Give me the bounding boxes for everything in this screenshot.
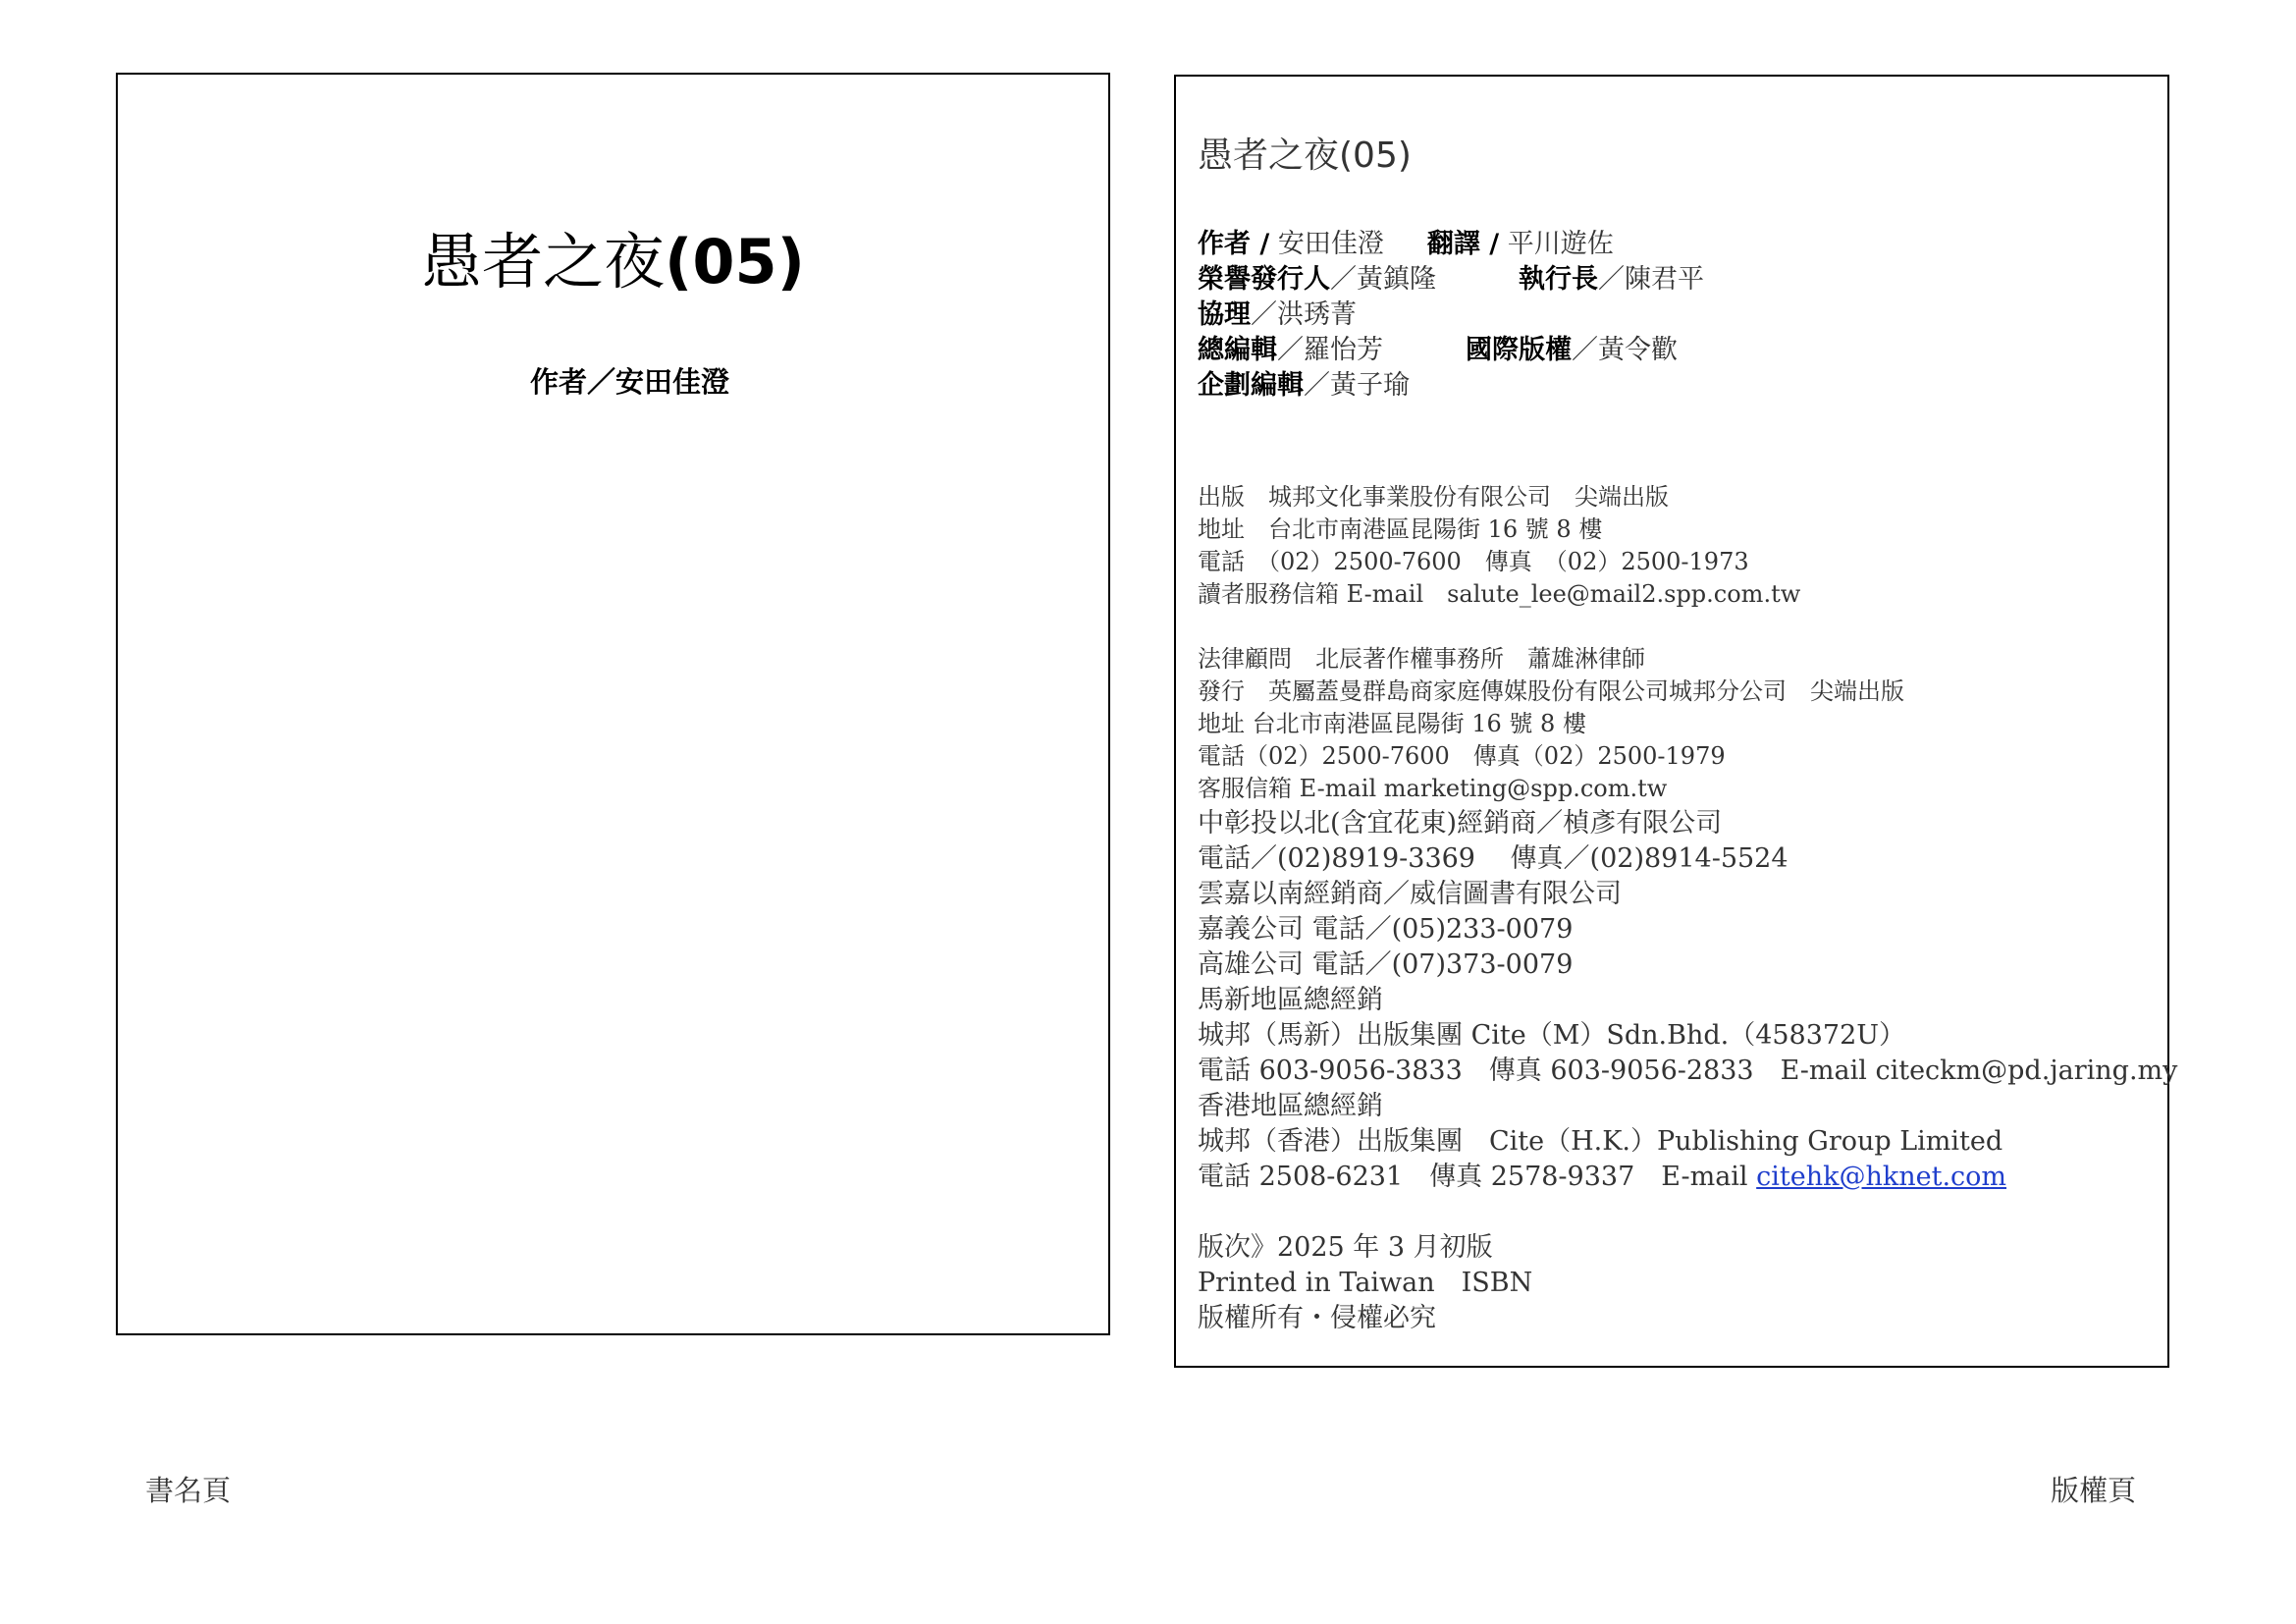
publisher-line: 出版 城邦文化事業股份有限公司 尖端出版 [1198,483,1669,511]
credit-rights-value: ／黃令歡 [1572,335,1678,365]
customer-service-email-line: 客服信箱 E-mail marketing@spp.com.tw [1198,775,1668,802]
publisher-phone-line: 電話 （02）2500-7600 傳真 （02）2500-1973 [1198,548,1749,575]
credit-author-value: 安田佳澄 [1269,229,1384,259]
credit-ceo-value: ／陳君平 [1598,264,1704,295]
book-title-volume: (05) [665,226,805,298]
credit-row-planning [1198,363,1410,402]
credit-chief-editor-key: 總編輯 [1198,335,1277,365]
credit-row-manager [1198,293,1357,331]
credit-publisher-key: 榮譽發行人 [1198,264,1330,295]
legal-counsel-line: 法律顧問 北辰著作權事務所 蕭雄淋律師 [1198,645,1645,673]
dealer-north-line: 中彰投以北(含宜花東)經銷商／楨彥有限公司 [1198,808,1723,839]
dealer-south-line: 雲嘉以南經銷商／威信圖書有限公司 [1198,879,1622,909]
credit-translator-value: 平川遊佐 [1499,229,1614,259]
author-line: 作者／安田佳澄 [530,365,730,399]
credit-manager-value: ／洪琇菁 [1251,299,1357,330]
hongkong-distributor-heading: 香港地區總經銷 [1198,1091,1383,1121]
credit-row-publisher-ceo [1198,257,1704,296]
printed-isbn-line: Printed in Taiwan ISBN [1198,1268,1533,1298]
credit-row-author-translator [1198,222,1614,260]
hongkong-email-link[interactable]: citehk@hknet.com [1756,1162,2007,1192]
malaysia-distributor-line: 城邦（馬新）出版集團 Cite（M）Sdn.Bhd.（458372U） [1198,1020,1906,1051]
edition-line: 版次》2025 年 3 月初版 [1198,1232,1493,1263]
copyright-page-panel [1174,75,2178,1368]
copyright-title: 愚者之夜(05) [1198,135,1412,176]
reader-service-email-line: 讀者服務信箱 E-mail salute_lee@mail2.spp.com.tw [1198,580,1801,608]
book-title [118,213,1108,300]
hongkong-contact-line [1198,1155,2006,1193]
malaysia-distributor-heading: 馬新地區總經銷 [1198,985,1383,1015]
title-page-panel [116,73,1110,1335]
issuer-address-line: 地址 台北市南港區昆陽街 16 號 8 樓 [1198,710,1586,737]
malaysia-contact-line: 電話 603-9056-3833 傳真 603-9056-2833 E-mail citeckm@pd.jaring.my [1198,1056,2178,1086]
issuer-line: 發行 英屬蓋曼群島商家庭傳媒股份有限公司城邦分公司 尖端出版 [1198,677,1904,705]
title-page-label: 書名頁 [145,1474,232,1507]
credit-manager-key: 協理 [1198,299,1251,330]
credit-row-editor-rights [1198,328,1678,366]
credit-chief-editor-value: ／羅怡芳 [1277,335,1383,365]
kaohsiung-phone-line: 高雄公司 電話／(07)373-0079 [1198,949,1574,980]
hongkong-contact-prefix: 電話 2508-6231 傳真 2578-9337 E-mail [1198,1162,1757,1192]
credit-planning-key: 企劃編輯 [1198,370,1304,401]
credit-ceo-key: 執行長 [1519,264,1598,295]
book-title-text: 愚者之夜 [421,226,666,298]
credit-publisher-value: ／黃鎮隆 [1330,264,1436,295]
credit-author-key: 作者 / [1198,229,1270,259]
hongkong-distributor-line: 城邦（香港）出版集團 Cite（H.K.）Publishing Group Limited [1198,1126,2003,1157]
credit-translator-key: 翻譯 / [1426,229,1500,259]
credit-rights-key: 國際版權 [1466,335,1572,365]
rights-reserved-line: 版權所有・侵權必究 [1198,1303,1436,1333]
dealer-north-phone-line: 電話／(02)8919-3369 傳真／(02)8914-5524 [1198,843,1789,874]
issuer-phone-line: 電話（02）2500-7600 傳真（02）2500-1979 [1198,742,1726,770]
credit-planning-value: ／黃子瑜 [1304,370,1410,401]
copyright-page-label: 版權頁 [2051,1474,2137,1507]
chiayi-phone-line: 嘉義公司 電話／(05)233-0079 [1198,914,1574,945]
publisher-address-line: 地址 台北市南港區昆陽街 16 號 8 樓 [1198,515,1603,543]
